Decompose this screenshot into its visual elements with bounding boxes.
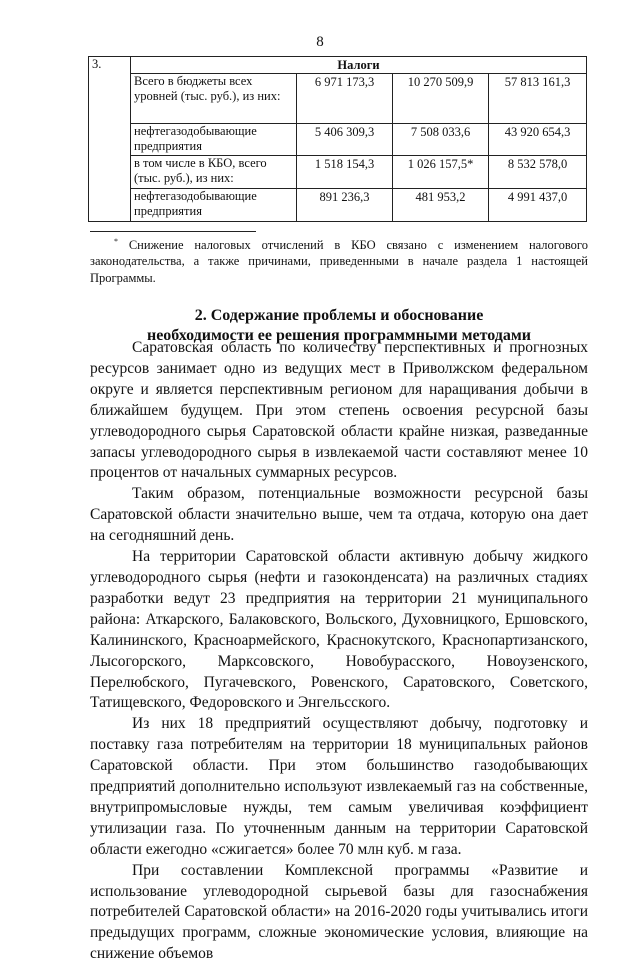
footnote-text: Снижение налоговых отчислений в КБО связано с изменением налогового законодательства, а также причинами, приведенными в начале раздела 1 настоящей Программы. xyxy=(90,238,588,285)
paragraph: Саратовская область по количеству перспективных и прогнозных ресурсов занимает одно из ведущих мест в Приволжском федеральном округе и является перспективным регионом для наращивания добычи в ближайшем будущем. При этом степень освоения ресурсной базы углеводородного сырья Саратовской области крайне низкая, разведанные запасы углеводородного сырья в извлекаемой части составляют менее 10 процентов от начальных суммарных ресурсов. xyxy=(90,339,588,482)
paragraph: Таким образом, потенциальные возможности ресурсной базы Саратовской области значительно выше, чем та отдача, которую она дает на сегодняшний день. xyxy=(90,485,588,545)
row-label: в том числе в КБО, всего (тыс. руб.), из них: xyxy=(131,156,297,189)
section-body xyxy=(90,338,588,965)
row-label: нефтегазодобывающие предприятия xyxy=(131,189,297,222)
value-cell: 1 026 157,5* xyxy=(393,156,489,189)
footnote-marker: * xyxy=(114,237,118,246)
row-label: Всего в бюджеты всех уровней (тыс. руб.), из них: xyxy=(131,74,297,124)
value-cell: 891 236,3 xyxy=(297,189,393,222)
value-cell: 10 270 509,9 xyxy=(393,74,489,124)
page-number: 8 xyxy=(316,34,324,50)
value-cell: 7 508 033,6 xyxy=(393,124,489,156)
value-cell: 43 920 654,3 xyxy=(489,124,587,156)
value-cell: 6 971 173,3 xyxy=(297,74,393,124)
value-cell: 57 813 161,3 xyxy=(489,74,587,124)
table-header-row xyxy=(89,57,587,74)
row-label: нефтегазодобывающие предприятия xyxy=(131,124,297,156)
value-cell: 1 518 154,3 xyxy=(297,156,393,189)
table-row xyxy=(89,189,587,222)
footnote xyxy=(90,237,588,286)
paragraph: Из них 18 предприятий осуществляют добычу, подготовку и поставку газа потребителям на территории 18 муниципальных районов Саратовской области. При этом большинство газодобывающих предприятий дополнительно используют извлекаемый газ на собственные, внутрипромысловые нужды, тем самым увеличивая коэффициент утилизации газа. По уточненным данным на территории Саратовской области ежегодно «сжигается» более 70 млн куб. м газа. xyxy=(90,715,588,858)
value-cell: 5 406 309,3 xyxy=(297,124,393,156)
footnote-divider xyxy=(90,231,256,232)
table-row xyxy=(89,124,587,156)
value-cell: 481 953,2 xyxy=(393,189,489,222)
table-row xyxy=(89,74,587,124)
paragraph: При составлении Комплексной программы «Развитие и использование углеводородной сырьевой базы для газоснабжения потребителей Саратовской области» на 2016-2020 годы учитывались итоги предыдущих программ, сложные экономические условия, влияющие на снижение объемов xyxy=(90,861,588,963)
row-number: 3. xyxy=(89,57,131,222)
tax-table xyxy=(88,56,587,222)
table-row xyxy=(89,156,587,189)
section-heading-line: необходимости ее решения программными методами xyxy=(146,327,532,344)
paragraph: На территории Саратовской области активную добычу жидкого углеводородного сырья (нефти и газоконденсата) на различных стадиях разработки ведут 23 предприятия на территории 21 муниципального района: Аткарского, Балаковского, Вольского, Духовницкого, Ершовского, Калининского, Красноармейского, Краснокутского, Краснопартизанского, Лысогорского, Марксовского, Новобурасского, Новоузенского, Перелюбского, Пугачевского, Ровенского, Саратовского, Советского, Татищевского, Федоровского и Энгельсского. xyxy=(90,548,588,712)
section-title-cell: Налоги xyxy=(131,57,587,74)
section-heading-line: 2. Содержание проблемы и обоснование xyxy=(194,307,484,324)
value-cell: 4 991 437,0 xyxy=(489,189,587,222)
value-cell: 8 532 578,0 xyxy=(489,156,587,189)
